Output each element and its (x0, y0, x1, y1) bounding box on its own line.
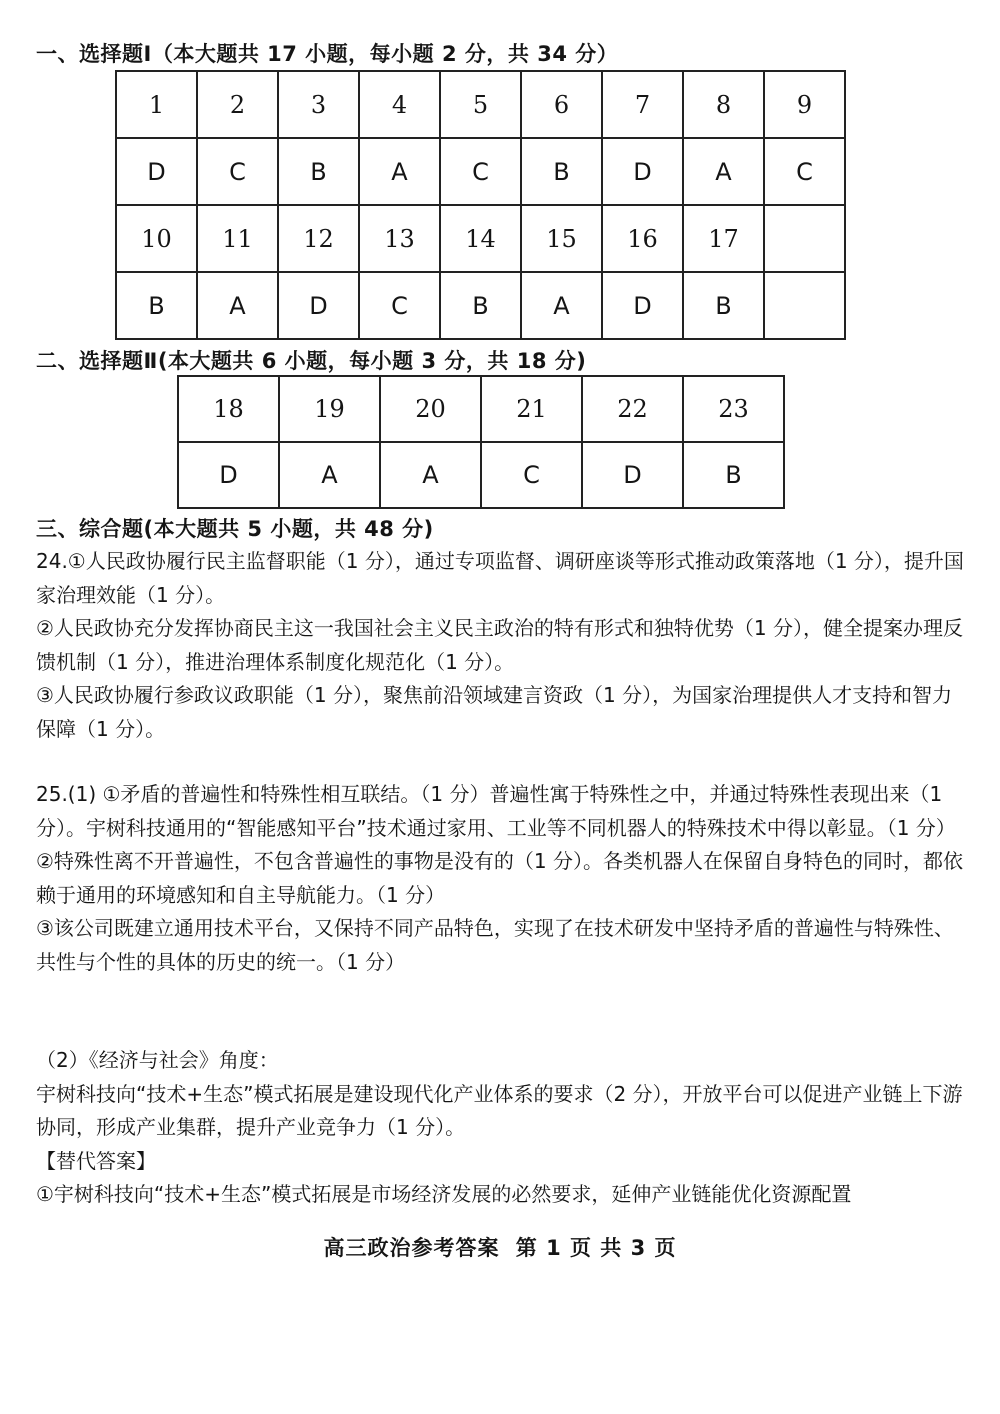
answer-table-1 (115, 70, 846, 340)
section1-heading: 一、选择题Ⅰ（本大题共 17 小题，每小题 2 分，共 34 分） (36, 42, 619, 66)
answer-cell: B (683, 442, 784, 508)
page-footer (0, 1232, 1000, 1262)
empty-cell (764, 205, 845, 272)
question-number: 4 (359, 71, 440, 138)
table-row (116, 71, 845, 138)
table-row (116, 138, 845, 205)
answer-subheading: （2）《经济与社会》角度： (36, 1048, 279, 1072)
answer-cell: A (279, 442, 380, 508)
question-number: 6 (521, 71, 602, 138)
answer-paragraph: ③该公司既建立通用技术平台，又保持不同产品特色，实现了在技术研发中坚持矛盾的普遍性与特殊性、共性与个性的具体的历史的统一。（1 分） (36, 916, 954, 974)
question-number: 23 (683, 376, 784, 442)
answer-cell: D (602, 138, 683, 205)
answer-25-part-2 (36, 1044, 972, 1212)
answer-cell: A (359, 138, 440, 205)
answer-cell: D (582, 442, 683, 508)
question-number: 22 (582, 376, 683, 442)
question-number: 16 (602, 205, 683, 272)
question-number: 18 (178, 376, 279, 442)
answer-cell: D (178, 442, 279, 508)
answer-cell: B (683, 272, 764, 339)
answer-cell: B (278, 138, 359, 205)
answer-paragraph: ③人民政协履行参政议政职能（1 分），聚焦前沿领域建言资政（1 分），为国家治理提供人才支持和智力保障（1 分）。 (36, 683, 953, 741)
empty-cell (764, 272, 845, 339)
answer-cell: C (359, 272, 440, 339)
answer-24 (36, 545, 972, 746)
answer-cell: A (521, 272, 602, 339)
question-number: 2 (197, 71, 278, 138)
answer-cell: B (521, 138, 602, 205)
answer-cell: C (481, 442, 582, 508)
answer-paragraph: 24.①人民政协履行民主监督职能（1 分），通过专项监督、调研座谈等形式推动政策落地（1 分），提升国家治理效能（1 分）。 (36, 549, 964, 607)
answer-paragraph: 宇树科技向“技术+生态”模式拓展是建设现代化产业体系的要求（2 分），开放平台可以促进产业链上下游协同，形成产业集群，提升产业竞争力（1 分）。 (36, 1081, 963, 1139)
table-row (178, 376, 784, 442)
answer-paragraph: 25.(1) ①矛盾的普遍性和特殊性相互联结。（1 分）普遍性寓于特殊性之中，并通过特殊性表现出来（1 分）。宇树科技通用的“智能感知平台”技术通过家用、工业等不同机器人的特殊技术中得以彰显。（1 分） (36, 782, 956, 840)
answer-cell: D (602, 272, 683, 339)
section3-heading: 三、综合题(本大题共 5 小题，共 48 分) (36, 517, 434, 541)
answer-cell: C (440, 138, 521, 205)
question-number: 17 (683, 205, 764, 272)
question-number: 10 (116, 205, 197, 272)
question-number: 12 (278, 205, 359, 272)
question-number: 8 (683, 71, 764, 138)
table-row (116, 205, 845, 272)
section2-heading: 二、选择题Ⅱ(本大题共 6 小题，每小题 3 分，共 18 分) (36, 349, 587, 373)
answer-paragraph: ②人民政协充分发挥协商民主这一我国社会主义民主政治的特有形式和独特优势（1 分），健全提案办理反馈机制（1 分），推进治理体系制度化规范化（1 分）。 (36, 616, 964, 674)
answer-cell: A (380, 442, 481, 508)
question-number: 15 (521, 205, 602, 272)
question-number: 3 (278, 71, 359, 138)
question-number: 1 (116, 71, 197, 138)
answer-paragraph: ①宇树科技向“技术+生态”模式拓展是市场经济发展的必然要求，延伸产业链能优化资源配置 (36, 1182, 852, 1206)
alternative-answer-label: 【替代答案】 (36, 1148, 156, 1173)
question-number: 5 (440, 71, 521, 138)
table-row (178, 442, 784, 508)
answer-cell: D (116, 138, 197, 205)
question-number: 11 (197, 205, 278, 272)
answer-cell: B (116, 272, 197, 339)
question-number: 13 (359, 205, 440, 272)
table-row (116, 272, 845, 339)
answer-cell: A (197, 272, 278, 339)
answer-cell: A (683, 138, 764, 205)
question-number: 14 (440, 205, 521, 272)
question-number: 21 (481, 376, 582, 442)
answer-cell: C (764, 138, 845, 205)
answer-paragraph: ②特殊性离不开普遍性，不包含普遍性的事物是没有的（1 分）。各类机器人在保留自身特色的同时，都依赖于通用的环境感知和自主导航能力。（1 分） (36, 849, 964, 907)
footer-title: 高三政治参考答案 (323, 1236, 500, 1260)
question-number: 20 (380, 376, 481, 442)
answer-25-part-1 (36, 778, 972, 979)
question-number: 19 (279, 376, 380, 442)
answer-cell: D (278, 272, 359, 339)
question-number: 9 (764, 71, 845, 138)
question-number: 7 (602, 71, 683, 138)
answer-table-2 (177, 375, 785, 509)
answer-cell: B (440, 272, 521, 339)
page-number: 第 1 页 共 3 页 (515, 1236, 677, 1260)
answer-cell: C (197, 138, 278, 205)
